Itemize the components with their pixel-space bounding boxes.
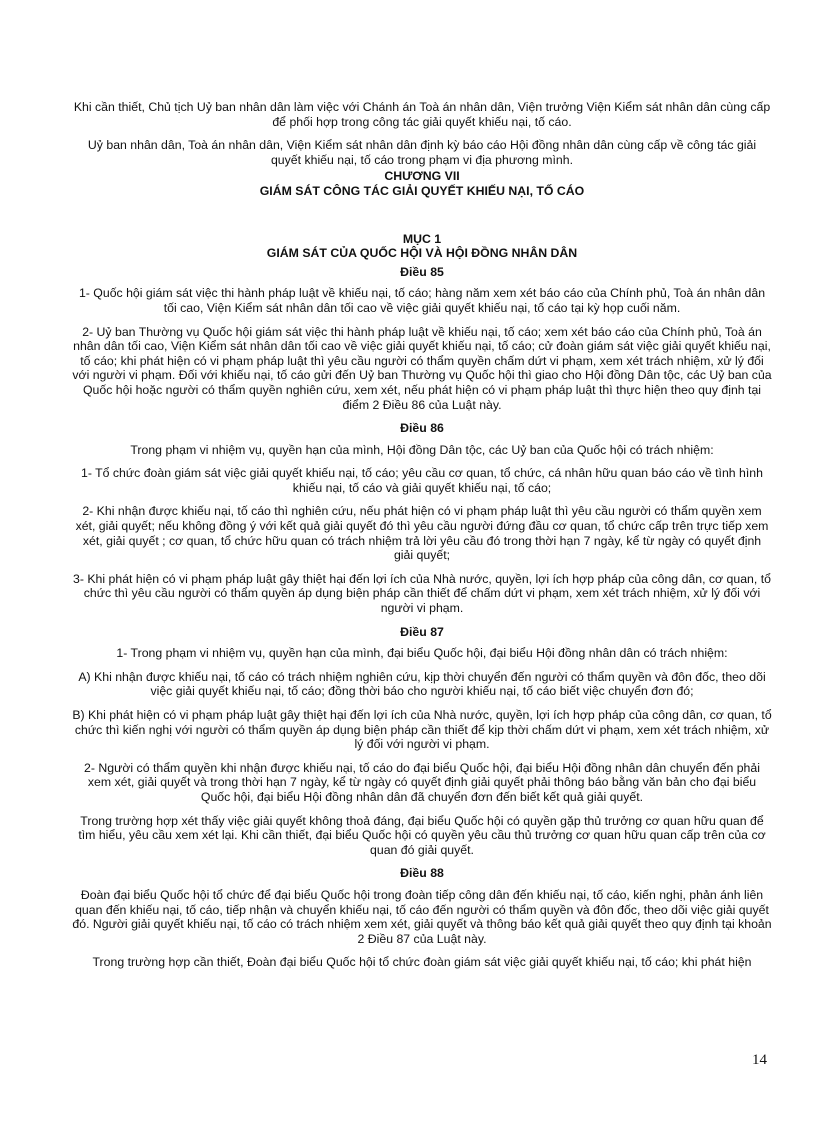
- article-88-heading: Điều 88: [400, 866, 444, 881]
- article-85-paragraph-2: 2- Uỷ ban Thường vụ Quốc hội giám sát việc thi hành pháp luật về khiếu nại, tố cáo; xem xét báo cáo của Chính phủ, Toà án nhân dân tối cao, Viện Kiểm sát nhân dân tối cao về việc giải quyết khiếu nại, tố cáo; cử đoàn giám sát việc giải quyết khiếu nại, tố cáo; khi phát hiện có vi phạm pháp luật thì yêu cầu người có thẩm quyền chấm dứt vi phạm, xem xét trách nhiệm, xử lý đối với người vi phạm. Đối với khiếu nại, tố cáo gửi đến Uỷ ban Thường vụ Quốc hội thì giao cho Hội đồng Dân tộc, các Uỷ ban của Quốc hội hoặc người có thẩm quyền nghiên cứu, xem xét, nếu phát hiện có vi phạm pháp luật thì thực hiện theo quy định tại điểm 2 Điều 86 của Luật này.: [72, 324, 772, 412]
- article-87-heading: Điều 87: [400, 624, 444, 639]
- article-86-heading: Điều 86: [400, 421, 444, 436]
- article-87-paragraph-4: 2- Người có thẩm quyền khi nhận được khiếu nại, tố cáo do đại biểu Quốc hội, đại biểu Hội đồng nhân dân chuyển đến phải xem xét, giải quyết và trong thời hạn 7 ngày, kể từ ngày có quyết định giải quyết phải thông báo bằng văn bản cho đại biểu Quốc hội, đại biểu Hội đồng nhân dân đã chuyển đơn đến biết kết quả giải quyết.: [84, 760, 760, 804]
- article-86-paragraph-3: 2- Khi nhận được khiếu nại, tố cáo thì nghiên cứu, nếu phát hiện có vi phạm pháp luật thì yêu cầu người có thẩm quyền xem xét, giải quyết; nếu không đồng ý với kết quả giải quyết đó thì yêu cầu người đứng đầu cơ quan, tổ chức cấp trên trực tiếp xem xét, giải quyết ; cơ quan, tổ chức hữu quan có trách nhiệm trả lời yêu cầu đó trong thời hạn 7 ngày, kể từ ngày có quyết định giải quyết;: [75, 504, 769, 563]
- article-88-paragraph-1: Đoàn đại biểu Quốc hội tổ chức để đại biểu Quốc hội trong đoàn tiếp công dân đến khiếu nại, tố cáo, kiến nghị, phản ánh liên quan đến khiếu nại, tố cáo, tiếp nhận và chuyển khiếu nại, tố cáo đến người có thẩm quyền và đôn đốc, theo dõi việc giải quyết đó. Người giải quyết khiếu nại, tố cáo có trách nhiệm xem xét, giải quyết và thông báo kết quả giải quyết theo quy định tại khoản 2 Điều 87 của Luật này.: [72, 887, 772, 946]
- section-label: MỤC 1: [402, 231, 442, 246]
- article-86-paragraph-1: Trong phạm vi nhiệm vụ, quyền hạn của mình, Hội đồng Dân tộc, các Uỷ ban của Quốc hội có trách nhiệm:: [130, 442, 714, 457]
- article-85-paragraph-1: 1- Quốc hội giám sát việc thi hành pháp luật về khiếu nại, tố cáo; hàng năm xem xét báo cáo của Chính phủ, Toà án nhân dân tối cao, Viện Kiểm sát nhân dân tối cao về việc giải quyết khiếu nại, tố cáo tại kỳ họp cuối năm.: [78, 286, 766, 315]
- article-85-heading: Điều 85: [400, 264, 444, 279]
- chapter-title: GIÁM SÁT CÔNG TÁC GIẢI QUYẾT KHIẾU NẠI, TỐ CÁO: [259, 183, 585, 198]
- article-87-paragraph-3: B) Khi phát hiện có vi phạm pháp luật gây thiệt hại đến lợi ích của Nhà nước, quyền, lợi ích hợp pháp của công dân, cơ quan, tổ chức thì kiến nghị với người có thẩm quyền áp dụng biện pháp cần thiết để kịp thời chấm dứt vi phạm, xem xét trách nhiệm, xử lý đối với người vi phạm.: [72, 708, 772, 752]
- intro-paragraph-1: Khi cần thiết, Chủ tịch Uỷ ban nhân dân làm việc với Chánh án Toà án nhân dân, Viện trưởng Viện Kiểm sát nhân dân cùng cấp để phối hợp trong công tác giải quyết khiếu nại, tố cáo.: [73, 100, 771, 129]
- article-87-paragraph-5: Trong trường hợp xét thấy việc giải quyết không thoả đáng, đại biểu Quốc hội có quyền gặp thủ trưởng cơ quan hữu quan để tìm hiểu, yêu cầu xem xét lại. Khi cần thiết, đại biểu Quốc hội có quyền yêu cầu thủ trưởng cơ quan hữu quan cấp trên của cơ quan đó giải quyết.: [78, 813, 766, 857]
- article-86-paragraph-4: 3- Khi phát hiện có vi phạm pháp luật gây thiệt hại đến lợi ích của Nhà nước, quyền, lợi ích hợp pháp của công dân, cơ quan, tổ chức thì yêu cầu người có thẩm quyền áp dụng biện pháp cần thiết để chấm dứt vi phạm, xem xét trách nhiệm, xử lý đối với người vi phạm.: [73, 571, 771, 616]
- section-title: GIÁM SÁT CỦA QUỐC HỘI VÀ HỘI ĐỒNG NHÂN DÂN: [266, 246, 578, 261]
- intro-paragraph-2: Uỷ ban nhân dân, Toà án nhân dân, Viện Kiểm sát nhân dân định kỳ báo cáo Hội đồng nhân dân cùng cấp về công tác giải quyết khiếu nại, tố cáo trong phạm vi địa phương mình.: [87, 138, 757, 167]
- page-number: 14: [752, 1052, 767, 1068]
- article-88-paragraph-2: Trong trường hợp cần thiết, Đoàn đại biểu Quốc hội tổ chức đoàn giám sát việc giải quyết khiếu nại, tố cáo; khi phát hiện: [92, 955, 752, 970]
- document-page: [72, 100, 772, 979]
- article-87-paragraph-2: A) Khi nhận được khiếu nại, tố cáo có trách nhiệm nghiên cứu, kịp thời chuyển đến người có thẩm quyền và đôn đốc, theo dõi việc giải quyết khiếu nại, tố cáo; đồng thời báo cho người khiếu nại, tố cáo biết việc chuyển đơn đó;: [78, 669, 766, 699]
- chapter-label: CHƯƠNG VII: [384, 169, 460, 184]
- article-86-paragraph-2: 1- Tổ chức đoàn giám sát việc giải quyết khiếu nại, tố cáo; yêu cầu cơ quan, tổ chức, cá nhân hữu quan báo cáo về tình hình khiếu nại, tố cáo và giải quyết khiếu nại, tố cáo;: [81, 466, 763, 495]
- article-87-paragraph-1: 1- Trong phạm vi nhiệm vụ, quyền hạn của mình, đại biểu Quốc hội, đại biểu Hội đồng nhân dân có trách nhiệm:: [116, 646, 728, 661]
